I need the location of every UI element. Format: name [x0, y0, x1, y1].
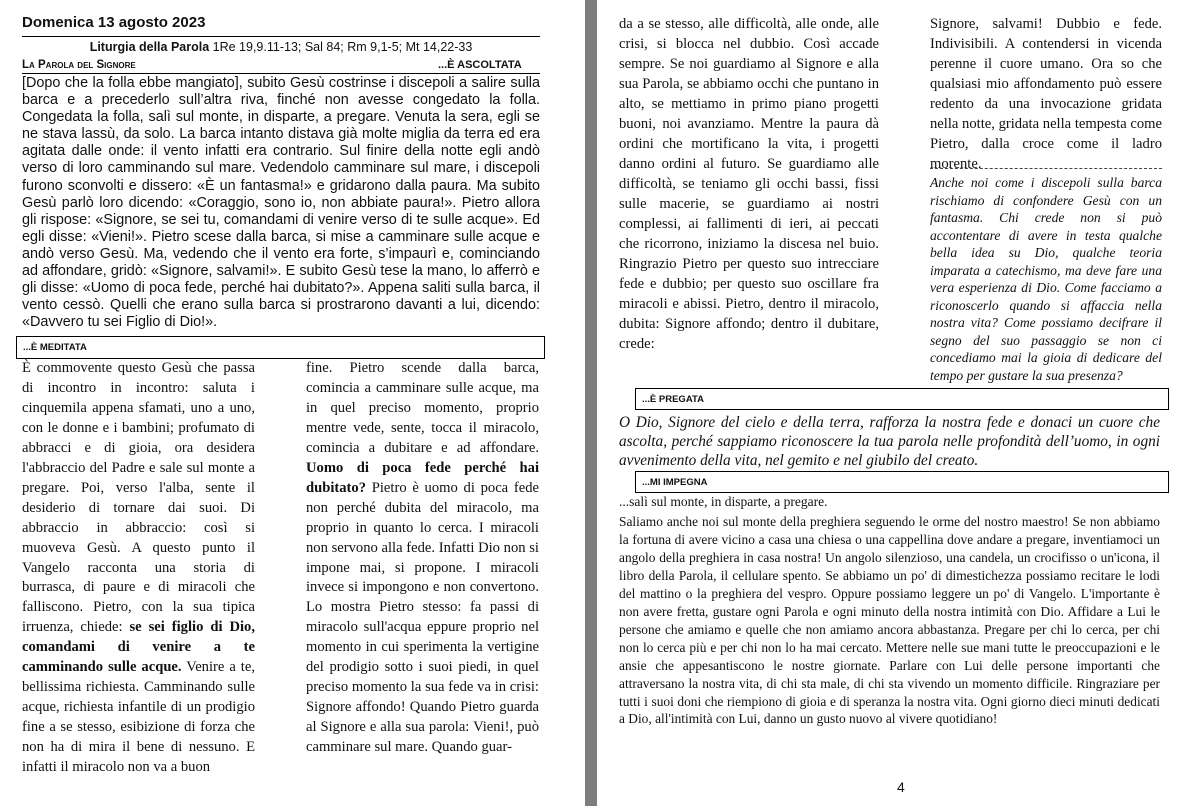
meditation-column-1 [22, 359, 255, 778]
quote-divider [930, 168, 1162, 169]
section-ascoltata: ...È ASCOLTATA [438, 59, 522, 71]
meditation-text: È commovente questo Gesù che passa di incontro in incontro: saluta i cinquemila appena sfamati, uno a uno, con le donne e i bambini; profumato di abbracci e di gioia, ora desidera l'abbraccio del Padre e sale sul monte a pregare. Poi, verso l'alba, sente il desiderio di tornare dai suoi. Di abbraccio in abbraccio: così si muoveva Gesù. A questo punto il Vangelo racconta una storia di burrasca, di paure e di miracoli che falliscono. Pietro, con la sua tipica irruenza, chiede: [22, 360, 255, 636]
prayer-text: O Dio, Signore del cielo e della terra, rafforza la nostra fede e donaci un cuore che ascolta, perché sappiamo riconoscere la tua parola nelle profondità dell’uomo, in ogni avvenimento della vita, nel gemito e nel giubilo del creato. [619, 414, 1160, 469]
section-impegna-box [635, 471, 1169, 493]
page-number: 4 [897, 779, 905, 795]
meditation-column-3: da a se stesso, alle difficoltà, alle onde, alle crisi, si blocca nel dubbio. Così accade sempre. Se noi guardiamo al Signore e alla sua Parola, se abbiamo occhi che puntano in alto, se mettiamo in primo piano progetti buoni, noi avanziamo. Mentre la paura dà ordini che mortificano la vita, i progetti danno ordini al futuro. Se guardiamo alle difficoltà, se teniamo gli occhi bassi, fissi sulle macerie, se guardiamo ai nostri complessi, ai fallimenti di ieri, ai peccati che ricorrono, iniziamo la discesa nel buio. Ringrazio Pietro per questo suo intrecciare fede e dubbio; per questo suo oscillare fra miracoli e abissi. Pietro, dentro il miracolo, dubita: Signore affondo; dentro il dubitare, crede: [619, 16, 879, 352]
page-gutter [585, 0, 597, 806]
meditation-column-4: Signore, salvami! Dubbio e fede. Indivisibili. A contendersi in vicenda perenne il cuore umano. Ora so che qualsiasi mio affondamento può essere redento da una invocazione gridata nella notte, gridata nella tempesta come Pietro, dalla croce come il ladro morente. [930, 16, 1162, 172]
reflection-quote: Anche noi come i discepoli sulla barca rischiamo di confondere Gesù con un fantasma. Chi crede non si può accontentare di avere in testa qualche bella idea su Dio, qualche teoria imparata a catechismo, ma deve fare una vera esperienza di Dio. Come facciamo a riconoscerlo quando si affaccia nella nostra vita? Come possiamo decifrare il segno del suo passaggio se non ci concediamo mai la gioia di dedicare del tempo per gustare la sua presenza? [930, 175, 1162, 383]
section-parola: La Parola del Signore [22, 59, 136, 71]
section-impegna-label: ...MI IMPEGNA [642, 477, 708, 488]
section-meditata-label: ...È MEDITATA [23, 342, 87, 353]
meditation-column-2 [306, 359, 539, 758]
meditation-emphasis: Uomo di poca fede perché hai dubitato? [306, 459, 539, 496]
header-rule [22, 36, 540, 37]
liturgy-refs: 1Re 19,9.11-13; Sal 84; Rm 9,1-5; Mt 14,22-33 [212, 40, 473, 54]
impegna-quote: ...salì sul monte, in disparte, a pregare. [619, 494, 828, 509]
section-meditata-box [16, 336, 545, 359]
meditation-text: fine. Pietro scende dalla barca, comincia a camminare sulle acque, ma in quel preciso momento, proprio mentre vede, sente, tocca il miracolo, comincia a dubitare e ad affondare. [306, 360, 539, 456]
meditation-emphasis: se sei figlio di Dio, comandami di venire a te camminando sulle acque. [22, 619, 255, 676]
meditation-text: Pietro è uomo di poca fede non perché dubita del miracolo, ma proprio in quanto lo cerca. I miracoli non servono alla fede. Infatti Dio non si impone mai, si propone. I miracoli invece si impongono e non convertono. Lo mostra Pietro stesso: fa passi di miracolo sull'acqua eppure proprio nel momento in cui sperimenta la vertigine del prodigio sotto i suoi piedi, in quel preciso momento la sua fede va in crisi: Signore affondo! Quando Pietro guarda al Signore e alla sua parola: Vieni!, può camminare sul mare. Quando guar- [306, 479, 539, 756]
section-rule [22, 73, 540, 74]
meditation-text: Venire a te, bellissima richiesta. Camminando sulle acque, richiesta infantile di un prodigio fine a se stesso, esibizione di forza che non ha di mira il bene di nessuno. E infatti il miracolo non va a buon [22, 659, 255, 776]
section-pregata-box [635, 388, 1169, 410]
impegna-text: Saliamo anche noi sul monte della preghiera seguendo le orme del nostro maestro! Se non abbiamo la fortuna di avere vicino a casa una chiesa o una cappellina dove andare a pregare, inventiamoci un angolo della preghiera in casa nostra! Un angolo silenzioso, una candela, un crocifisso o un'icona, il libro della Parola, il cellulare spento. Se abbiamo un po' di dimestichezza possiamo recitare le lodi del mattino o la preghiera del vespro. Oppure possiamo leggere un po' di Vangelo. L'importante è non avere fretta, gustare ogni Parola e ogni minuto della nostra intimità con Dio. Affidare a Lui le persone che amiamo e quelle che non amiamo ancora abbastanza. Pregare per chi lo cerca, per chi non lo cerca più e per chi non lo ha mai cercato. Mettere nelle sue mani tutte le preoccupazioni e le ansie che appesantiscono le nostre giornate. Parlare con Lui delle persone importanti che attraversano la nostra vita, di chi sta male, di chi sta vivendo un momento difficile. Ringraziare per tutti i suoi doni che riempiono di gioia e di speranza la nostra vita. Ogni giorno dieci minuti dedicati a Dio, all'intimità con Lui, danno un gusto nuovo al vivere quotidiano! [619, 514, 1160, 727]
left-page [0, 0, 585, 806]
liturgy-line [22, 40, 540, 54]
section-pregata-label: ...È PREGATA [642, 394, 704, 405]
liturgy-label: Liturgia della Parola [89, 40, 210, 54]
right-page [597, 0, 1184, 806]
date-heading: Domenica 13 agosto 2023 [22, 14, 206, 31]
gospel-text: [Dopo che la folla ebbe mangiato], subito Gesù costrinse i discepoli a salire sulla barca e a precederlo sull’altra riva, finché non avesse congedato la folla. Congedata la folla, salì sul monte, in disparte, a pregare. Venuta la sera, egli se ne stava lassù, da solo. La barca intanto distava già molte miglia da terra ed era agitata dalle onde: il vento infatti era contrario. Sul finire della notte egli andò verso di loro camminando sul mare. Vedendolo camminare sul mare, i discepoli furono sconvolti e dissero: «È un fantasma!» e gridarono dalla paura. Ma subito Gesù parlò loro dicendo: «Coraggio, sono io, non abbiate paura!». Pietro allora gli rispose: «Signore, se sei tu, comandami di venire verso di te sulle acque». Ed egli disse: «Vieni!». Pietro scese dalla barca, si mise a camminare sulle acque e andò verso Gesù. Ma, vedendo che il vento era forte, s’impaurì e, cominciando ad affondare, gridò: «Signore, salvami!». E subito Gesù tese la mano, lo afferrò e gli disse: «Uomo di poca fede, perché hai dubitato?». Appena saliti sulla barca, il vento cessò. Quelli che erano sulla barca si prostrarono davanti a lui, dicendo: «Davvero tu sei Figlio di Dio!». [22, 75, 540, 331]
